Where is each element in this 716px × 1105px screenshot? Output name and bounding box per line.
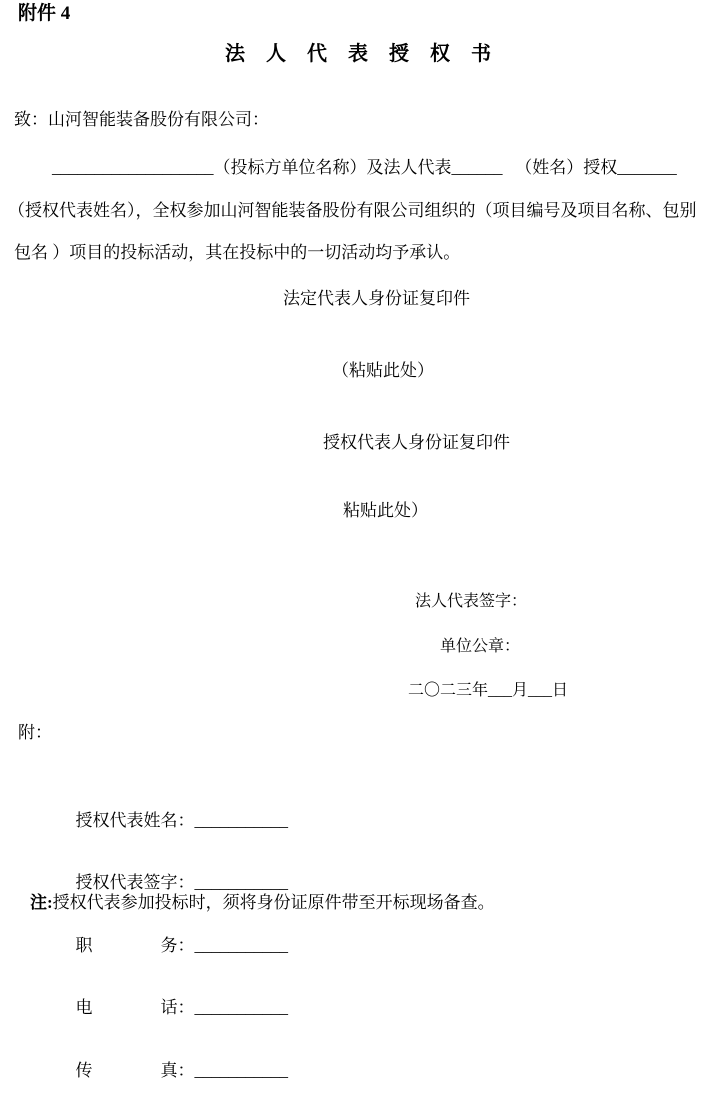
authorized-rep-id-copy-title: 授权代表人身份证复印件 <box>323 433 510 452</box>
attachment-row-label-right: 话： <box>160 998 195 1017</box>
paste-here-label-2: 粘贴此处） <box>343 501 428 520</box>
attachment-row-label <box>76 810 195 833</box>
legal-rep-id-copy-title: 法定代表人身份证复印件 <box>283 289 470 308</box>
attachment-row-label-left: 传 <box>75 1060 93 1080</box>
attachment-row-label-left: 职 <box>75 935 93 955</box>
company-seal-label: 单位公章： <box>440 638 521 655</box>
attachment-row-blank-line: ___________ <box>194 873 288 892</box>
attachment-row-blank-line: ___________ <box>194 998 288 1017</box>
body-paragraph-line-2: （授权代表姓名），全权参加山河智能装备股份有限公司组织的（项目编号及项目名称、包别 <box>8 201 697 220</box>
paste-here-label-1: （粘贴此处） <box>332 361 434 380</box>
attachment-row-blank-line: ___________ <box>194 935 288 955</box>
attachment-row-label-left: 电 <box>75 998 93 1017</box>
body-paragraph-line-1: ___________________（投标方单位名称）及法人代表______ （姓名）授权_______ <box>52 158 677 177</box>
attachment-row-fax <box>50 1037 288 1080</box>
attachment-row-label-left: 授权代表签字： <box>75 873 195 892</box>
attachment-row-signature <box>50 850 288 892</box>
document-title: 法 人 代 表 授 权 书 <box>225 43 491 65</box>
legal-rep-signature-label: 法人代表签字： <box>415 593 528 610</box>
salutation-line: 致：山河智能装备股份有限公司： <box>14 110 269 129</box>
attachment-row-label <box>76 997 195 1020</box>
attachment-row-blank-line: ___________ <box>194 810 288 830</box>
body-paragraph-line-3: 包名 ）项目的投标活动，其在投标中的一切活动均予承认。 <box>14 243 461 262</box>
attachment-row-blank-line: ___________ <box>194 1060 288 1080</box>
attachment-row-name <box>50 787 288 830</box>
footer-note-text: 授权代表参加投标时，须将身份证原件带至开标现场备查。 <box>52 893 495 912</box>
attachment-row-phone <box>50 975 288 1017</box>
footer-note <box>13 873 495 933</box>
footer-note-prefix: 注: <box>30 893 53 912</box>
attachment-row-label-right: 务： <box>160 935 195 955</box>
attachment-row-label-left: 授权代表姓名： <box>75 810 195 830</box>
attachment-row-label <box>76 935 195 958</box>
attachment-row-label-right: 真： <box>160 1060 195 1080</box>
attachment-number-label: 附件 4 <box>18 3 71 24</box>
attachment-row-label <box>76 1060 195 1083</box>
date-line: 二〇二三年___月___日 <box>408 682 569 699</box>
attachment-list-heading: 附： <box>18 723 52 742</box>
